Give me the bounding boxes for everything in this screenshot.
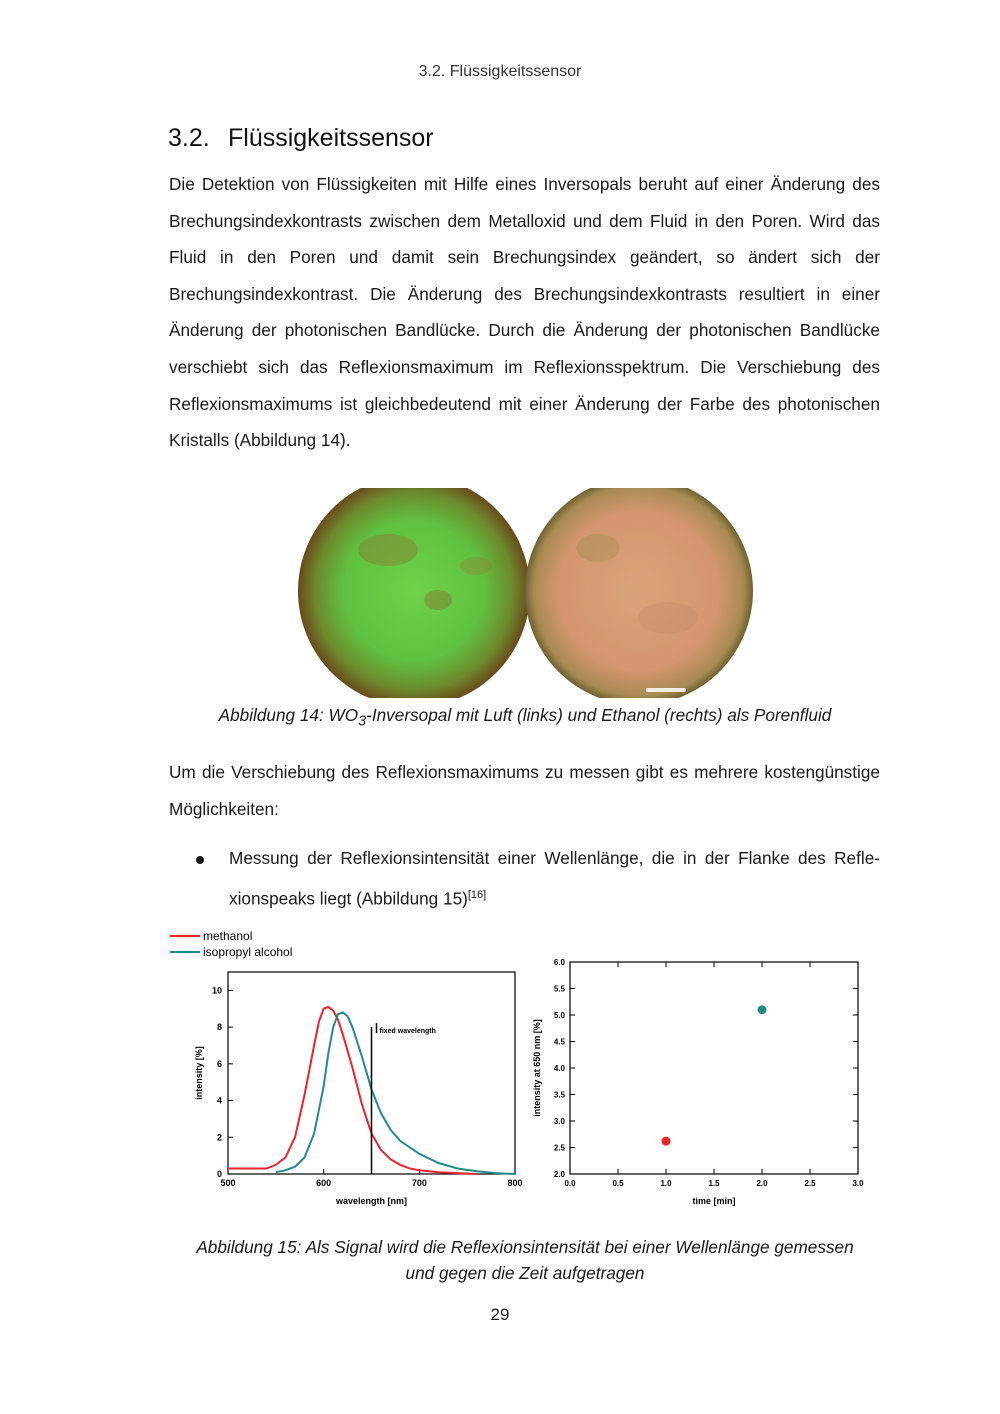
chart1-annotation-label: fixed wavelength <box>379 1028 436 1036</box>
chart2-x-axis-label: time [min] <box>692 1196 736 1206</box>
running-head: 3.2. Flüssigkeitssensor <box>418 63 582 80</box>
chart1-x-tick-label: 800 <box>507 1178 523 1188</box>
citation-ref: [16] <box>467 888 487 901</box>
paragraph-intro: Die Detektion von Flüssigkeiten mit Hilfe eines Inversopals beruht auf einer Änderung des Brechungsindexkontrasts zwischen dem Metalloxid und dem Fluid in den Poren. Wird das Fluid in den Poren und damit sein Brechungsindex geändert, so ändert sich der Brechungsindexkontrast. Die Änderung des Brechungsindexkontrasts resultiert in einer Änderung der photonischen Bandlücke. Durch die Änderung der photonischen Bandlücke verschiebt sich das Reflexionsmaximum im Reflexionsspektrum. Die Verschiebung des Reflexionsmaximums ist gleichbedeutend mit einer Änderung der Farbe des photonischen Kristalls (Abbildung 14). <box>169 174 880 451</box>
disc-ethanol <box>525 488 753 698</box>
chart1-x-tick-label: 500 <box>220 1178 236 1188</box>
chart1-series-line <box>228 1007 477 1174</box>
chart2-x-tick-label: 0.0 <box>564 1179 576 1188</box>
section-title: Flüssigkeitssensor <box>228 124 434 152</box>
section-heading <box>168 124 434 153</box>
chart2-x-tick-label: 1.5 <box>708 1179 720 1188</box>
bullet-icon <box>196 856 204 864</box>
chart2-y-axis-label: intensity at 650 nm [%] <box>532 1019 542 1117</box>
figure-14-caption: Abbildung 14: $WO_3$-Inversopal mit Luft (links) und Ethanol (rechts) als Porenfluid <box>218 705 832 730</box>
chart1-series-line <box>276 1012 515 1174</box>
chart1-y-axis-label: intensity [%] <box>194 1046 204 1100</box>
chart2-data-point <box>662 1137 671 1146</box>
chart2-x-tick-label: 3.0 <box>852 1179 864 1188</box>
chart2-y-tick-label: 6.0 <box>553 958 565 967</box>
chart2-y-tick-label: 5.5 <box>553 984 565 994</box>
chart2-y-tick-label: 5.0 <box>553 1011 565 1020</box>
chart2-x-tick-label: 2.5 <box>804 1179 816 1188</box>
chart2-y-tick-label: 4.5 <box>553 1037 565 1047</box>
chart2-x-tick-label: 1.0 <box>660 1179 672 1188</box>
section-number: 3.2. <box>168 124 210 152</box>
chart1-y-tick-label: 8 <box>216 1022 222 1033</box>
chart1-legend-label: isopropyl alcohol <box>203 945 293 959</box>
bullet-text: Messung der Reflexionsintensität einer Wellenlänge, die in der Flanke des Reflexionspeaks liegt (Abbildung 15) <box>229 848 880 909</box>
chart2-frame <box>570 962 858 1174</box>
chart2-y-tick-label: 2.0 <box>553 1170 565 1179</box>
chart1-x-tick-label: 700 <box>411 1178 427 1188</box>
figure-15-charts <box>160 922 880 1212</box>
chart2-y-tick-label: 4.0 <box>553 1064 565 1073</box>
chart2-x-tick-label: 2.0 <box>756 1179 768 1188</box>
disc-air <box>298 488 530 698</box>
chart1-y-tick-label: 2 <box>216 1132 222 1143</box>
chart1-x-tick-label: 600 <box>316 1178 332 1188</box>
chart2-y-tick-label: 2.5 <box>553 1143 565 1153</box>
chart1-x-axis-label: wavelength [nm] <box>335 1196 408 1206</box>
chart2-data-point <box>758 1005 767 1014</box>
figure-15-caption-line2: und gegen die Zeit aufgetragen <box>405 1263 645 1283</box>
chart2-y-tick-label: 3.5 <box>553 1090 565 1100</box>
figure-14-photo <box>298 488 756 698</box>
chart1-y-tick-label: 6 <box>216 1058 222 1069</box>
page-number: 29 <box>490 1305 510 1324</box>
figure-15-caption-line1: Abbildung 15: Als Signal wird die Reflexionsintensität bei einer Wellenlänge gemessen <box>196 1237 854 1257</box>
chart1-y-tick-label: 10 <box>211 985 222 996</box>
chart2-x-tick-label: 0.5 <box>612 1179 624 1188</box>
list-item <box>196 840 880 917</box>
chart1-y-tick-label: 4 <box>216 1095 222 1106</box>
chart2-y-tick-label: 3.0 <box>553 1117 565 1126</box>
paragraph-methods: Um die Verschiebung des Reflexionsmaximums zu messen gibt es mehrere kostengünstige Möglichkeiten: <box>169 762 880 819</box>
figure-15-caption <box>160 1234 890 1286</box>
chart1-legend-label: methanol <box>203 929 253 943</box>
chart1-y-tick-label: 0 <box>216 1169 222 1179</box>
